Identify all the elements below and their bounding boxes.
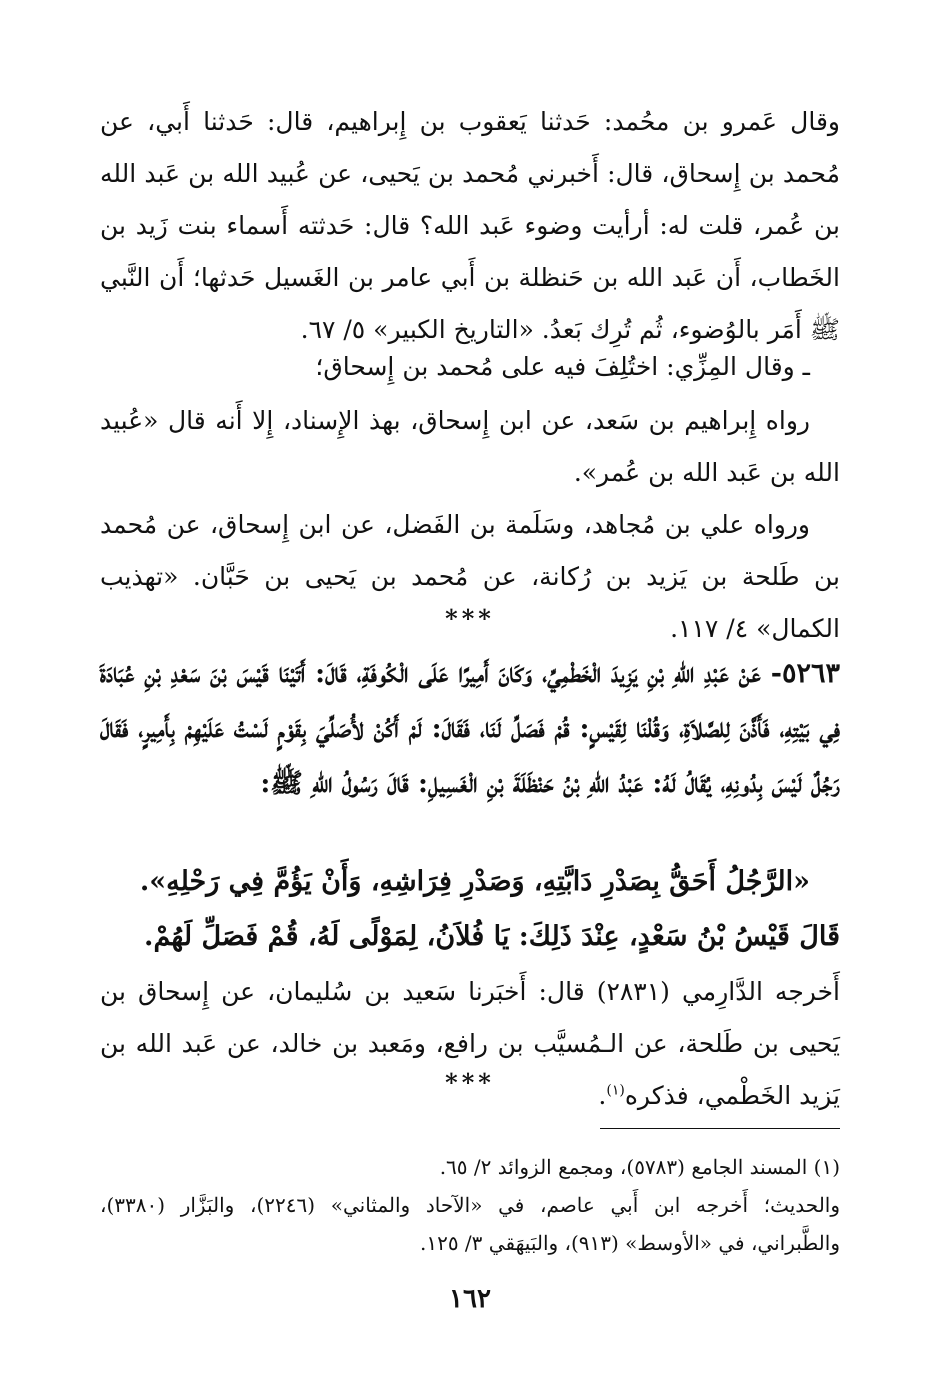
paragraph-ibrahim-sad: رواه إِبراهيم بن سَعد، عن ابن إِسحاق، بهذ الإِسناد، إِلا أَنه قال «عُبيد الله بن عَبد الله بن عُمر».	[100, 406, 840, 487]
page-number: ١٦٢	[449, 1284, 491, 1314]
takhrij-text: أَخرجه الدَّارِمي (٢٨٣١) قال: أَخبَرنا سَعيد بن سُليمان، عن إِسحاق بن يَحيى بن طَلحة، عن الـمُسيَّب بن رافع، ومَعبد بن خالد، عن عَبد الله بن يَزيد الخَطْمي، فذكره	[100, 977, 840, 1110]
takhrij-paragraph	[100, 966, 840, 1122]
paragraph-tarikh-kabir: وقال عَمرو بن محُمد: حَدثنا يَعقوب بن إِبراهيم، قال: حَدثنا أَبي، عن مُحمد بن إِسحاق، قال: أَخبرني مُحمد بن يَحيى، عن عُبيد الله بن عَبد الله بن عُمر، قلت له: أرأيت وضوء عَبد الله؟ قال: حَدثته أَسماء بنت زَيد بن الخَطاب، أَن عَبد الله بن حَنظلة بن أَبي عامر بن الغَسيل حَدثها؛ أَن النَّبي ﷺ أَمَر بالوُضوء، ثُم تُرِك بَعدُ. «التاريخ الكبير» ٥/ ٦٧.	[100, 107, 840, 344]
takhrij-end: .	[598, 1081, 607, 1110]
hadith-closing: قَالَ قَيْسُ بْنُ سَعْدٍ، عِنْدَ ذَلِكَ: يَا فُلاَنُ، لِمَوْلًى لَهُ، قُمْ فَصَلِّ لَهُمْ.	[144, 921, 840, 952]
paragraph-tahdhib-kamal: ورواه علي بن مُجاهد، وسَلَمة بن الفَضل، عن ابن إِسحاق، عن مُحمد بن طَلحة بن يَزيد بن رُكانة، عن مُحمد بن يَحيى بن حَبَّان. «تهذيب الكمال» ٤/ ١١٧.	[100, 510, 840, 643]
section-separator: ***	[445, 604, 495, 633]
footnote-1: (١) المسند الجامع (٥٧٨٣)، ومجمع الزوائد ٢/ ٦٥.	[439, 1155, 840, 1179]
footnote-1-continued: والحديث؛ أَخرجه ابن أَبي عاصم، في «الآحاد والمثاني» (٢٢٤٦)، والبَزَّار (٣٣٨٠)، والطَّبراني، في «الأوسط» (٩١٣)، والبَيهَقي ٣/ ١٢٥.	[100, 1193, 840, 1255]
paragraph-mizzi: ـ وقال المِزِّي: اختُلِفَ فيه على مُحمد بن إِسحاق؛	[315, 352, 810, 381]
footnote-reference: (١)	[606, 1082, 625, 1099]
hadith-quote: «الرَّجُلُ أَحَقُّ بِصَدْرِ دَابَّتِهِ، وَصَدْرِ فِرَاشِهِ، وَأَنْ يَؤُمَّ فِي رَحْلِهِ».	[139, 866, 810, 897]
footnote-divider	[600, 1128, 840, 1129]
hadith-5263-text: ٥٢٦٣- عَنْ عَبْدِ اللهِ بْنِ يَزِيدَ الْخَطْمِيِّ، وَكَانَ أَمِيرًا عَلَى الْكُوفَةِ، قَالَ: أَتَيْنَا قَيْسَ بْنَ سَعْدِ بْنِ عُبَادَةَ فِي بَيْتِهِ، فَأَذَّنَ لِلصَّلاَةِ، وَقُلْنَا لِقَيْسٍ: قُمْ فَصَلِّ لَنَا، فَقَالَ: لَمْ أَكُنْ لأُصَلِّيَ بِقَوْمٍ لَسْتُ عَلَيْهِمْ بِأَمِيرٍ، فَقَالَ رَجُلٌ لَيْسَ بِدُونِهِ، يُقَالُ لَهُ: عَبْدُ اللهِ بْنُ حَنْظَلَةَ بْنِ الْغَسِيلِ: قَالَ رَسُولُ اللهِ ﷺ:	[100, 658, 840, 799]
section-separator-2: ***	[445, 1068, 495, 1097]
